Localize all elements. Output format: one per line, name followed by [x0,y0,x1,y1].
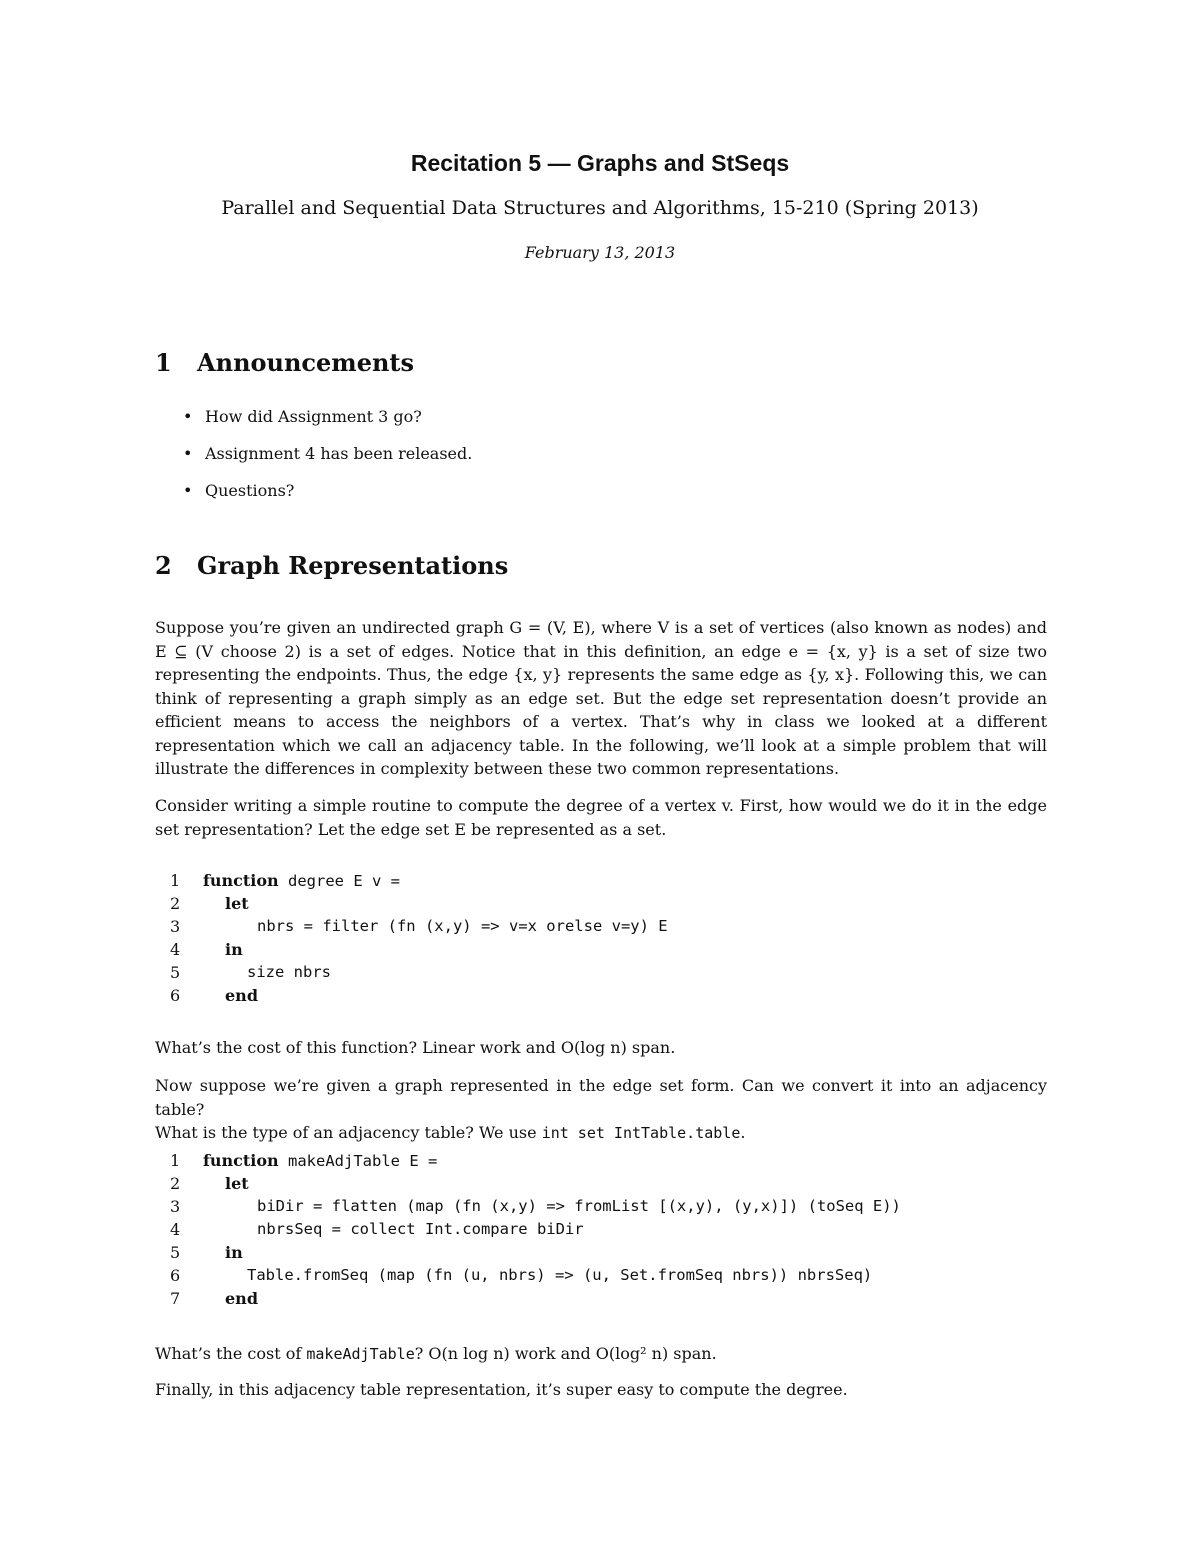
page-title: Recitation 5 — Graphs and StSeqs [410,150,790,176]
code-line: 2 let [170,1174,249,1193]
code-line: 4 in [170,940,243,959]
section-title: Announcements [197,348,415,377]
paragraph: Consider writing a simple routine to compute the degree of a vertex v. First, how would we do it in the edge set representation? Let the edge set E be represented as a set. [155,796,1047,839]
code-line: 7 end [170,1289,258,1308]
section-2-heading [155,551,508,580]
code-line: 5 size nbrs [170,963,331,982]
section-number: 2 [155,551,172,580]
section-title: Graph Representations [197,551,509,580]
code-line: 6 Table.fromSeq (map (fn (u, nbrs) => (u, Set.fromSeq nbrs)) nbrsSeq) [170,1266,873,1285]
code-line: 1 function degree E v = [170,871,400,890]
list-item: • Assignment 4 has been released. [183,444,473,463]
page-date: February 13, 2013 [524,243,676,262]
section-number: 1 [155,348,172,377]
section-1-heading [155,348,414,377]
page-subtitle: Parallel and Sequential Data Structures and Algorithms, 15-210 (Spring 2013) [221,197,979,219]
code-line: 3 nbrs = filter (fn (x,y) => v=x orelse v=y) E [170,917,668,936]
paragraph: Suppose you’re given an undirected graph G = (V, E), where V is a set of vertices (also known as nodes) and E ⊆ (V choose 2) is a set of edges. Notice that in this definition, an edge e = {x, y} is a set of size two representing the endpoints. Thus, the edge {x, y} represents the same edge as {y, x}. Following this, we can think of representing a graph simply as an edge set. But the edge set representation doesn’t provide an efficient means to access the neighbors of a vertex. That’s why in class we looked at a different representation which we call an adjacency table. In the following, we’ll look at a simple problem that will illustrate the differences in complexity between these two common representations. [155,618,1047,778]
cost-text: What’s the cost of makeAdjTable? O(n log n) work and O(log² n) span. [155,1344,717,1363]
final-text: Finally, in this adjacency table representation, it’s super easy to compute the degree. [155,1380,848,1399]
code-line: 2 let [170,894,249,913]
code-line: 1 function makeAdjTable E = [170,1151,438,1170]
list-item: • How did Assignment 3 go? [183,407,422,426]
code-line: 6 end [170,986,258,1005]
cost-text: What’s the cost of this function? Linear work and O(log n) span. [155,1038,676,1057]
code-line: 5 in [170,1243,243,1262]
paragraph: Now suppose we’re given a graph represented in the edge set form. Can we convert it into an adjacency table? What is the type of an adjacency table? We use int set IntTable.table. [155,1076,1047,1142]
code-line: 4 nbrsSeq = collect Int.compare biDir [170,1220,584,1239]
code-line: 3 biDir = flatten (map (fn (x,y) => fromList [(x,y), (y,x)]) (toSeq E)) [170,1197,901,1216]
list-item: • Questions? [183,481,295,500]
